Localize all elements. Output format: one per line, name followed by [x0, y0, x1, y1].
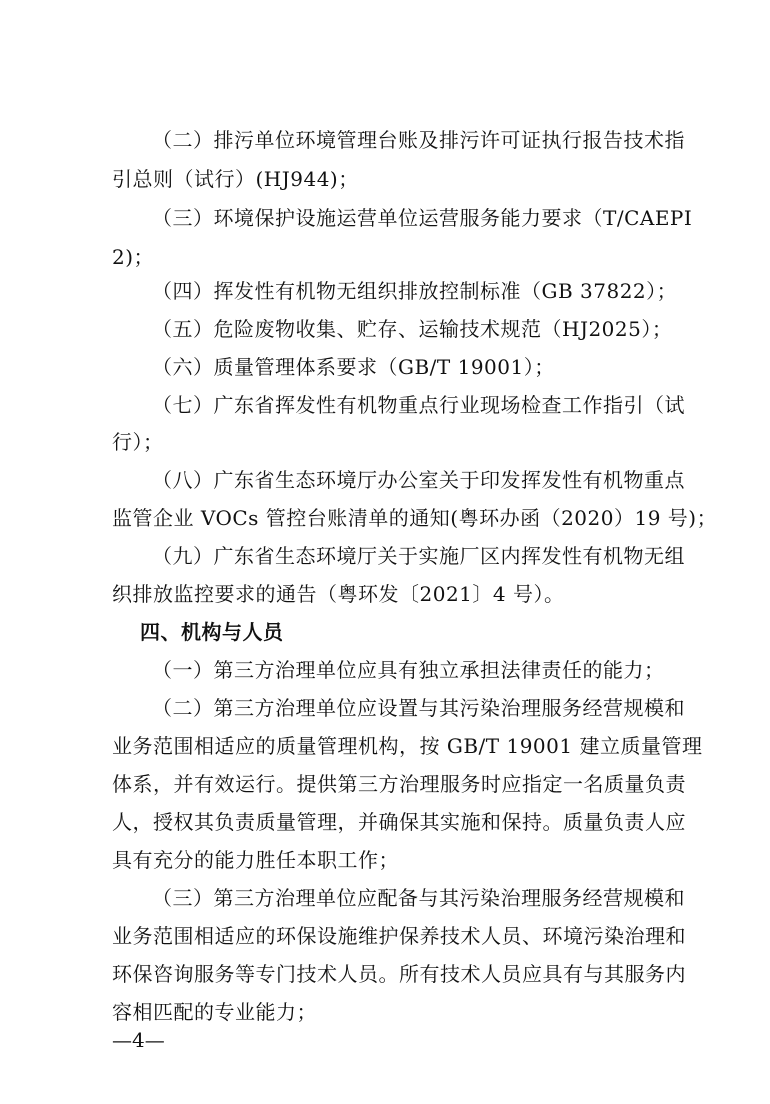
text-line: 2)； — [112, 245, 155, 269]
text-line: （二）排污单位环境管理台账及排污许可证执行报告技术指 — [152, 128, 685, 152]
text-line: （六）质量管理体系要求（GB/T 19001）； — [152, 355, 555, 379]
text-line: （九）广东省生态环境厅关于实施厂区内挥发性有机物无组 — [152, 544, 685, 568]
text-line: （一）第三方治理单位应具有独立承担法律责任的能力； — [152, 658, 665, 682]
text-line: 体系，并有效运行。提供第三方治理服务时应指定一名质量负责 — [112, 772, 686, 796]
text-line: （四）挥发性有机物无组织排放控制标准（GB 37822）； — [152, 279, 678, 303]
text-line: （三）第三方治理单位应配备与其污染治理服务经营规模和 — [152, 886, 685, 910]
text-line: （三）环境保护设施运营单位运营服务能力要求（T/CAEPI — [152, 206, 693, 230]
text-line: 织排放监控要求的通告（粤环发〔2021〕4 号）。 — [112, 582, 565, 606]
text-line: 行）； — [112, 430, 164, 454]
text-line: 引总则（试行）(HJ944)； — [112, 167, 359, 191]
text-line: （五）危险废物收集、贮存、运输技术规范（HJ2025）； — [152, 317, 673, 341]
text-line: （八）广东省生态环境厅办公室关于印发挥发性有机物重点 — [152, 468, 685, 492]
text-line: 具有充分的能力胜任本职工作； — [112, 848, 399, 872]
section-heading: 四、机构与人员 — [140, 620, 284, 644]
page-number: —4— — [112, 1028, 165, 1052]
text-line: 容相匹配的专业能力； — [112, 1000, 317, 1024]
text-line: 业务范围相适应的质量管理机构，按 GB/T 19001 建立质量管理 — [112, 734, 703, 758]
text-line: 环保咨询服务等专门技术人员。所有技术人员应具有与其服务内 — [112, 962, 686, 986]
text-line: （二）第三方治理单位应设置与其污染治理服务经营规模和 — [152, 696, 685, 720]
text-line: （七）广东省挥发性有机物重点行业现场检查工作指引（试 — [152, 393, 685, 417]
text-line: 监管企业 VOCs 管控台账清单的通知(粤环办函（2020）19 号)； — [112, 506, 718, 530]
text-line: 人，授权其负责质量管理，并确保其实施和保持。质量负责人应 — [112, 810, 686, 834]
text-line: 业务范围相适应的环保设施维护保养技术人员、环境污染治理和 — [112, 924, 686, 948]
